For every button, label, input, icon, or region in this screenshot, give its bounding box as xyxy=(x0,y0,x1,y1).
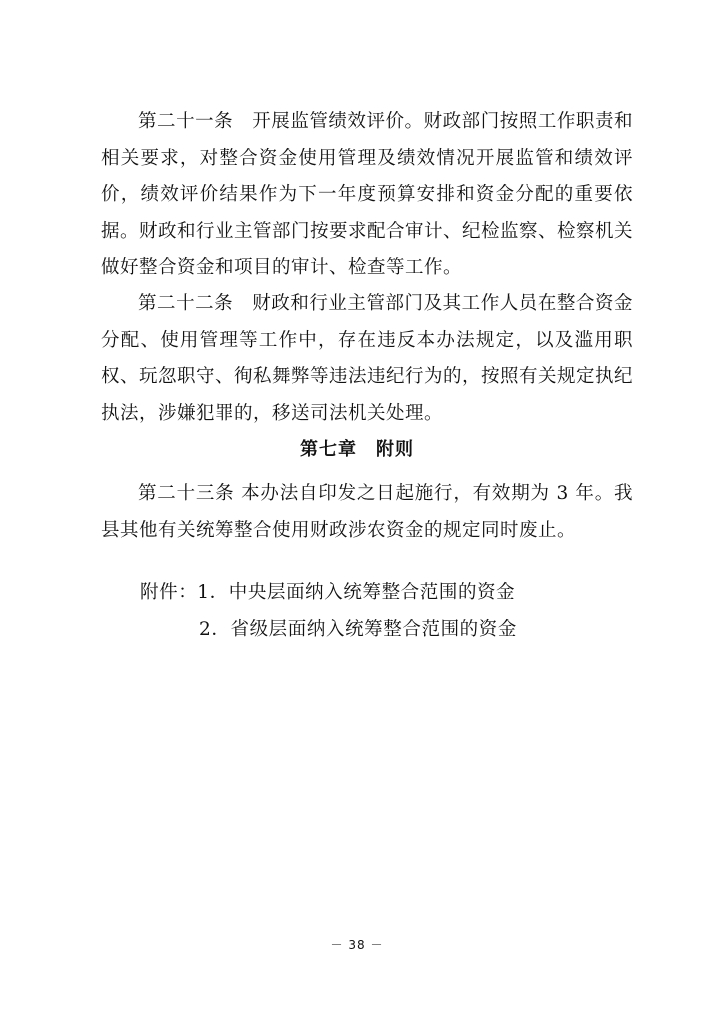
article-21-paragraph: 第二十一条 开展监管绩效评价。财政部门按照工作职责和相关要求，对整合资金使用管理及绩效情况开展监管和绩效评价，绩效评价结果作为下一年度预算安排和资金分配的重要依据。财政和行业主管部门按要求配合审计、纪检监察、检察机关做好整合资金和项目的审计、检查等工作。 xyxy=(101,111,634,278)
article-22-paragraph: 第二十二条 财政和行业主管部门及其工作人员在整合资金分配、使用管理等工作中，存在违反本办法规定，以及滥用职权、玩忽职守、徇私舞弊等违法违纪行为的，按照有关规定执纪执法，涉嫌犯罪的，移送司法机关处理。 xyxy=(101,293,634,424)
attachment-line-2: 2．省级层面纳入统筹整合范围的资金 xyxy=(199,619,517,640)
article-23-paragraph: 第二十三条 本办法自印发之日起施行，有效期为 3 年。我县其他有关统筹整合使用财政涉农资金的规定同时废止。 xyxy=(101,483,633,541)
chapter-7-heading: 第七章 附则 xyxy=(300,439,414,460)
page-number: － 38 － xyxy=(330,938,384,952)
attachment-line-1: 附件：1．中央层面纳入统筹整合范围的资金 xyxy=(140,582,516,603)
